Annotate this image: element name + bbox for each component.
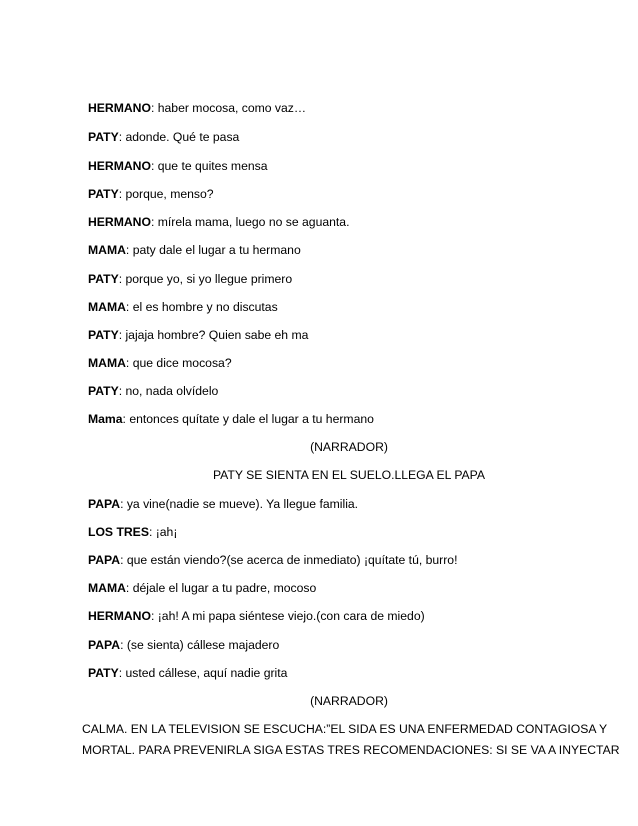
speaker-name: HERMANO (88, 609, 151, 623)
dialogue-text: : ¡ah¡ (148, 525, 178, 539)
dialogue-text: : (se sienta) cállese majadero (120, 638, 280, 652)
dialogue-line-4 (88, 186, 558, 202)
speaker-name: MAMA (88, 243, 126, 257)
dialogue-text: : haber mocosa, como vaz… (150, 101, 307, 115)
dialogue-text: : ya vine(nadie se mueve). Ya llegue familia. (120, 497, 359, 511)
dialogue-text: : que te quites mensa (150, 159, 268, 173)
dialogue-line-14 (88, 524, 558, 540)
speaker-name: HERMANO (88, 159, 151, 173)
stage-direction: PATY SE SIENTA EN EL SUELO.LLEGA EL PAPA (212, 468, 486, 482)
dialogue-line-16 (88, 580, 558, 596)
dialogue-line-7 (88, 271, 558, 287)
dialogue-line-17 (88, 608, 558, 624)
dialogue-text: : jajaja hombre? Quien sabe eh ma (118, 328, 309, 342)
dialogue-text: : porque yo, si yo llegue primero (118, 272, 293, 286)
dialogue-line-5 (88, 214, 558, 230)
narrator-heading: (NARRADOR) (310, 440, 388, 454)
dialogue-text: : paty dale el lugar a tu hermano (125, 243, 301, 257)
dialogue-text: : porque, menso? (118, 187, 214, 201)
dialogue-text: : no, nada olvídelo (118, 384, 219, 398)
dialogue-line-8 (88, 299, 558, 315)
dialogue-text: : el es hombre y no discutas (125, 300, 278, 314)
dialogue-line-15 (88, 552, 558, 568)
speaker-name: PATY (88, 666, 119, 680)
dialogue-line-12 (88, 411, 558, 427)
dialogue-text: : que dice mocosa? (125, 356, 232, 370)
dialogue-line-18 (88, 637, 558, 653)
dialogue-text: : entonces quítate y dale el lugar a tu hermano (122, 412, 374, 426)
dialogue-line-19 (88, 665, 558, 681)
dialogue-line-3 (88, 158, 558, 174)
dialogue-text: : déjale el lugar a tu padre, mocoso (125, 581, 317, 595)
dialogue-line-6 (88, 242, 558, 258)
speaker-name: LOS TRES (88, 525, 149, 539)
dialogue-line-10 (88, 355, 558, 371)
speaker-name: MAMA (88, 300, 126, 314)
dialogue-text: : ¡ah! A mi papa siéntese viejo.(con cara de miedo) (150, 609, 425, 623)
dialogue-line-11 (88, 383, 558, 399)
speaker-name: HERMANO (88, 101, 151, 115)
dialogue-line-2 (88, 129, 558, 145)
speaker-name: Mama (88, 412, 123, 426)
dialogue-text: : usted cállese, aquí nadie grita (118, 666, 288, 680)
speaker-name: PATY (88, 272, 119, 286)
speaker-name: MAMA (88, 581, 126, 595)
stage-direction-line-2: MORTAL. PARA PREVENIRLA SIGA ESTAS TRES RECOMENDACIONES: SI SE VA A INYECTAR (82, 743, 620, 757)
speaker-name: MAMA (88, 356, 126, 370)
speaker-name: PAPA (88, 553, 121, 567)
speaker-name: HERMANO (88, 215, 151, 229)
speaker-name: PAPA (88, 638, 121, 652)
speaker-name: PAPA (88, 497, 121, 511)
stage-direction-line-1: CALMA. EN LA TELEVISION SE ESCUCHA:”EL SIDA ES UNA ENFERMEDAD CONTAGIOSA Y (82, 722, 608, 736)
dialogue-line-1 (88, 100, 558, 116)
dialogue-text: : mírela mama, luego no se aguanta. (150, 215, 350, 229)
speaker-name: PATY (88, 328, 119, 342)
speaker-name: PATY (88, 384, 119, 398)
narrator-heading: (NARRADOR) (310, 694, 388, 708)
dialogue-line-9 (88, 327, 558, 343)
dialogue-text: : que están viendo?(se acerca de inmediato) ¡quítate tú, burro! (120, 553, 458, 567)
speaker-name: PATY (88, 130, 119, 144)
dialogue-text: : adonde. Qué te pasa (118, 130, 240, 144)
speaker-name: PATY (88, 187, 119, 201)
dialogue-line-13 (88, 496, 558, 512)
